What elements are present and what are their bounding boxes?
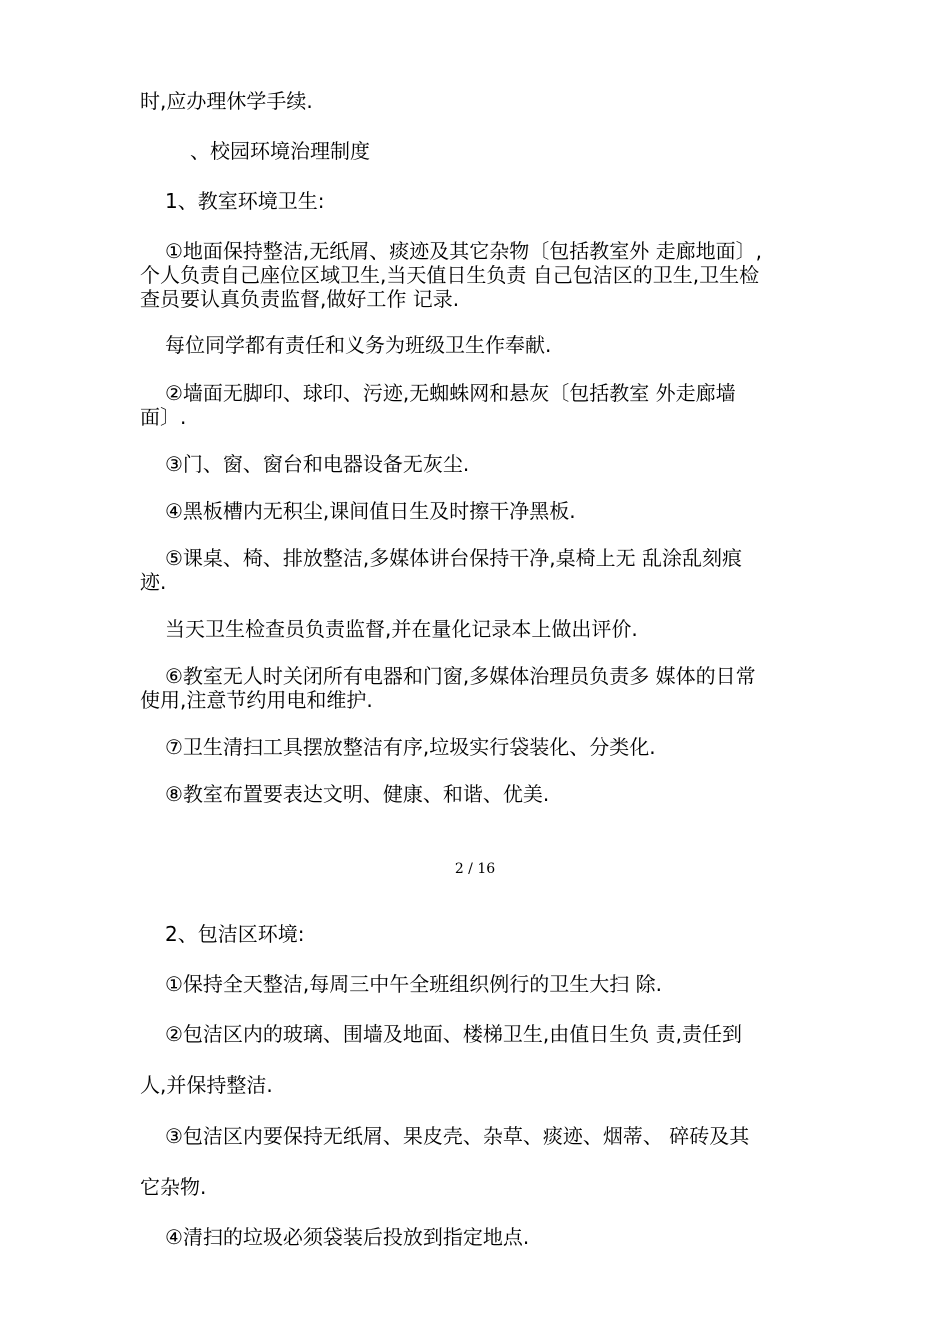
text-line: 使用,注意节约用电和维护.: [140, 688, 373, 712]
text-line: ③包洁区内要保持无纸屑、果皮壳、杂草、痰迹、烟蒂、 碎砖及其: [165, 1124, 750, 1148]
text-line: ⑧教室布置要表达文明、健康、和谐、优美.: [165, 782, 550, 806]
text-line: 迹.: [140, 570, 167, 594]
text-line: ④清扫的垃圾必须袋装后投放到指定地点.: [165, 1225, 530, 1249]
text-line: ②包洁区内的玻璃、围墙及地面、楼梯卫生,由值日生负 责,责任到: [165, 1022, 743, 1046]
text-line: ①保持全天整洁,每周三中午全班组织例行的卫生大扫 除.: [165, 972, 663, 996]
text-line: ④黑板槽内无积尘,课间值日生及时擦干净黑板.: [165, 499, 576, 523]
text-line: 人,并保持整洁.: [140, 1073, 273, 1097]
page-number: 2 / 16: [454, 861, 496, 877]
text-line: 它杂物.: [140, 1175, 207, 1199]
text-line: ⑤课桌、椅、排放整洁,多媒体讲台保持干净,桌椅上无 乱涂乱刻痕: [165, 546, 743, 570]
text-line: ②墙面无脚印、球印、污迹,无蜘蛛网和悬灰〔包括教室 外走廊墙: [165, 381, 736, 405]
section-heading: 、校园环境治理制度: [190, 139, 370, 163]
text-line: 查员要认真负责监督,做好工作 记录.: [140, 287, 460, 311]
text-line: 时,应办理休学手续.: [140, 89, 313, 113]
text-line: 面〕.: [140, 405, 187, 429]
subsection-heading: 2、包洁区环境:: [165, 922, 305, 946]
subsection-heading: 1、教室环境卫生:: [165, 189, 325, 213]
text-line: ⑦卫生清扫工具摆放整洁有序,垃圾实行袋装化、分类化.: [165, 735, 656, 759]
text-line: ①地面保持整洁,无纸屑、痰迹及其它杂物〔包括教室外 走廊地面〕,: [165, 239, 763, 263]
text-line: ③门、窗、窗台和电器设备无灰尘.: [165, 452, 470, 476]
text-line: ⑥教室无人时关闭所有电器和门窗,多媒体治理员负责多 媒体的日常: [165, 664, 756, 688]
text-line: 个人负责自己座位区域卫生,当天值日生负责 自己包洁区的卫生,卫生检: [140, 263, 760, 287]
text-line: 每位同学都有责任和义务为班级卫生作奉献.: [165, 333, 552, 357]
text-line: 当天卫生检查员负责监督,并在量化记录本上做出评价.: [165, 617, 638, 641]
